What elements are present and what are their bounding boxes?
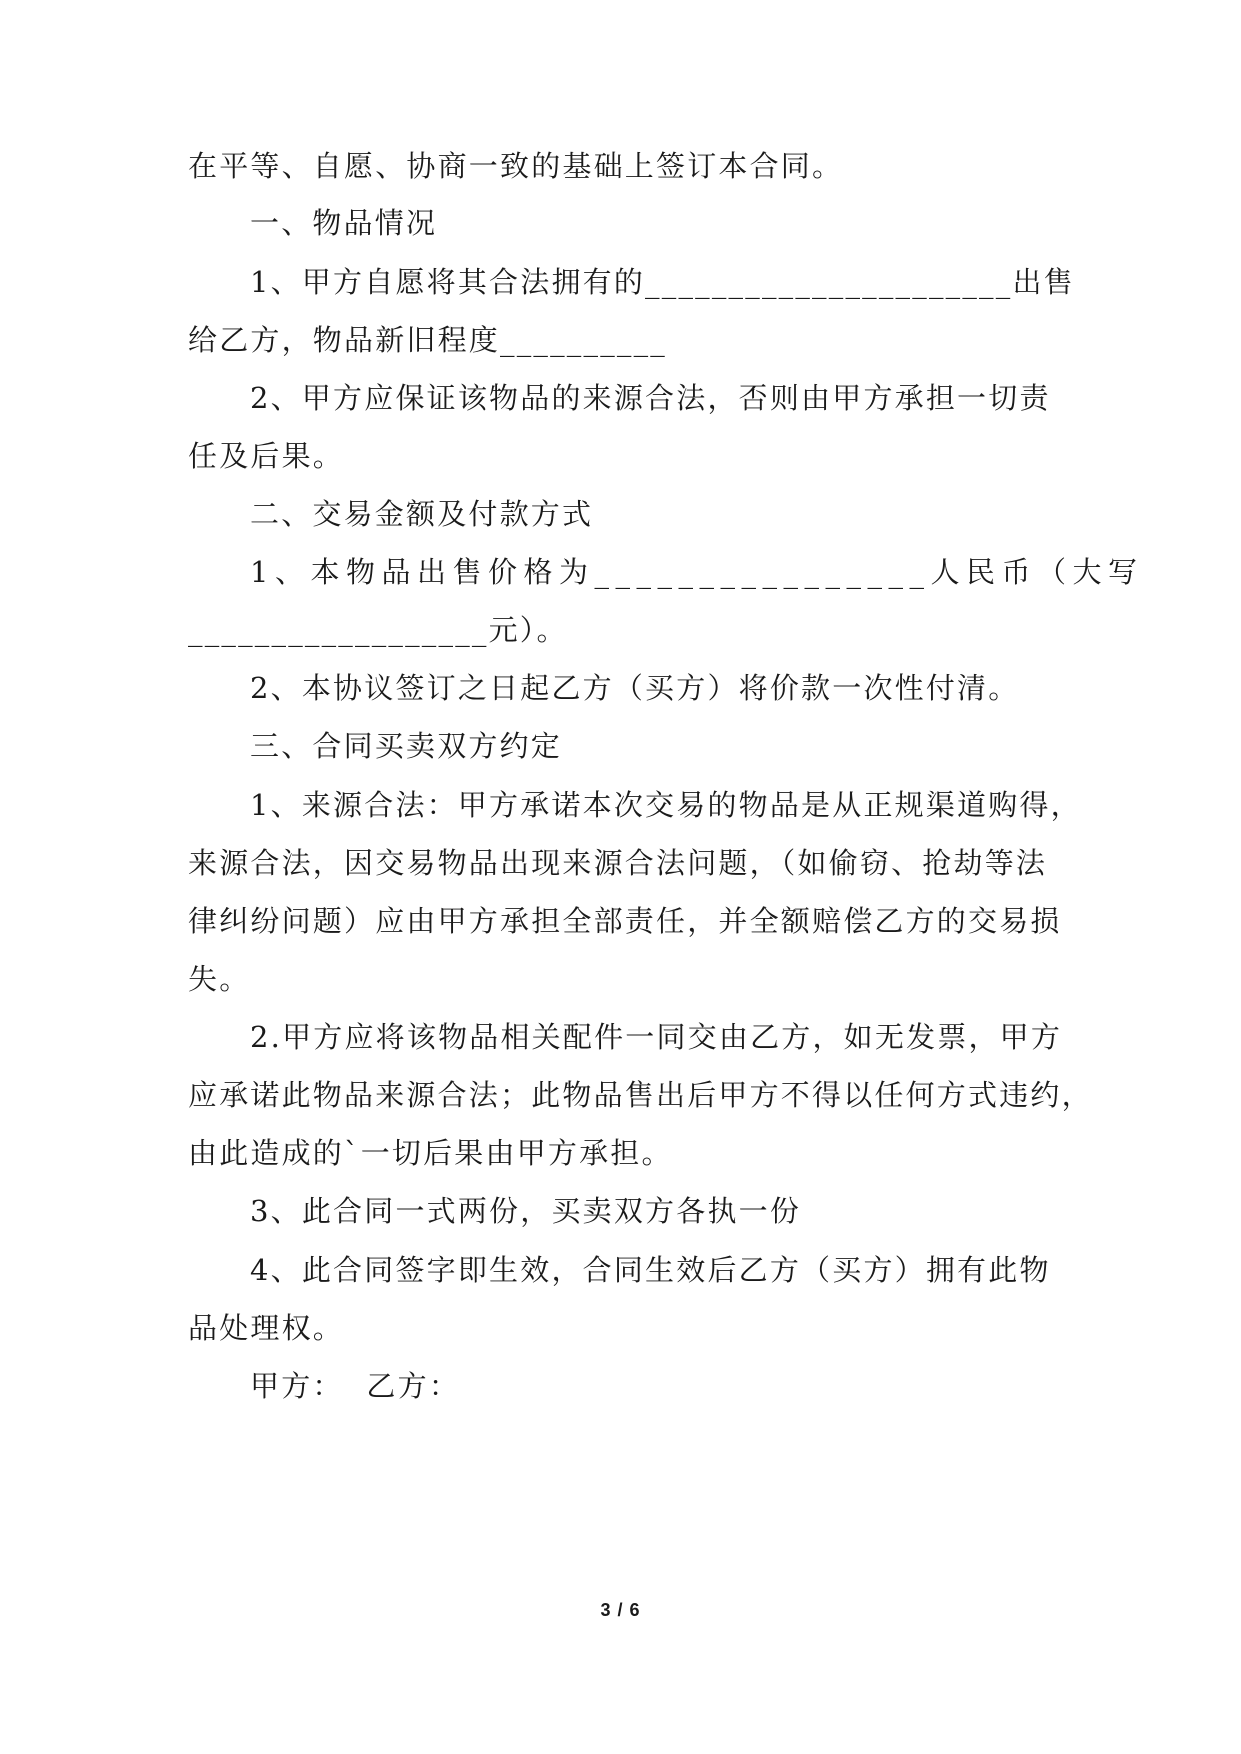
- section-heading-item-condition: 一、物品情况: [250, 206, 438, 240]
- clause-2-2-line-1: 2、本协议签订之日起乙方（买方）将价款一次性付清。: [250, 671, 1020, 705]
- clause-3-1-line-1: 1、来源合法：甲方承诺本次交易的物品是从正规渠道购得，: [250, 788, 1082, 822]
- clause-2-1-line-1: 1、本物品出售价格为________________人民币（大写: [250, 555, 1144, 589]
- clause-1-1-line-2: 给乙方，物品新旧程度__________: [188, 323, 668, 357]
- clause-1-2-line-2: 任及后果。: [188, 439, 345, 473]
- section-heading-payment: 二、交易金额及付款方式: [250, 497, 594, 531]
- clause-3-1-line-4: 失。: [188, 962, 251, 996]
- section-heading-agreement: 三、合同买卖双方约定: [250, 729, 563, 763]
- clause-3-3-line-1: 3、此合同一式两份，买卖双方各执一份: [250, 1194, 802, 1228]
- clause-3-4-line-1: 4、此合同签字即生效，合同生效后乙方（买方）拥有此物: [250, 1253, 1051, 1287]
- clause-3-1-line-2: 来源合法，因交易物品出现来源合法问题，（如偷窃、抢劫等法: [188, 846, 1048, 880]
- clause-3-1-line-3: 律纠纷问题）应由甲方承担全部责任，并全额赔偿乙方的交易损: [188, 904, 1062, 938]
- paragraph-preamble-line: 在平等、自愿、协商一致的基础上签订本合同。: [188, 149, 844, 183]
- page-number: 3 / 6: [600, 1600, 641, 1620]
- clause-2-1-line-2: __________________元）。: [188, 613, 568, 647]
- clause-3-2-line-2: 应承诺此物品来源合法；此物品售出后甲方不得以任何方式违约，: [188, 1078, 1093, 1112]
- clause-3-4-line-2: 品处理权。: [188, 1311, 345, 1345]
- clause-3-2-line-3: 由此造成的`一切后果由甲方承担。: [188, 1136, 673, 1170]
- clause-3-2-line-1: 2.甲方应将该物品相关配件一同交由乙方，如无发票，甲方: [250, 1020, 1063, 1054]
- signature-line: 甲方： 乙方：: [250, 1369, 461, 1403]
- clause-1-1-line-1: 1、甲方自愿将其合法拥有的______________________出售: [250, 265, 1075, 299]
- clause-1-2-line-1: 2、甲方应保证该物品的来源合法，否则由甲方承担一切责: [250, 381, 1051, 415]
